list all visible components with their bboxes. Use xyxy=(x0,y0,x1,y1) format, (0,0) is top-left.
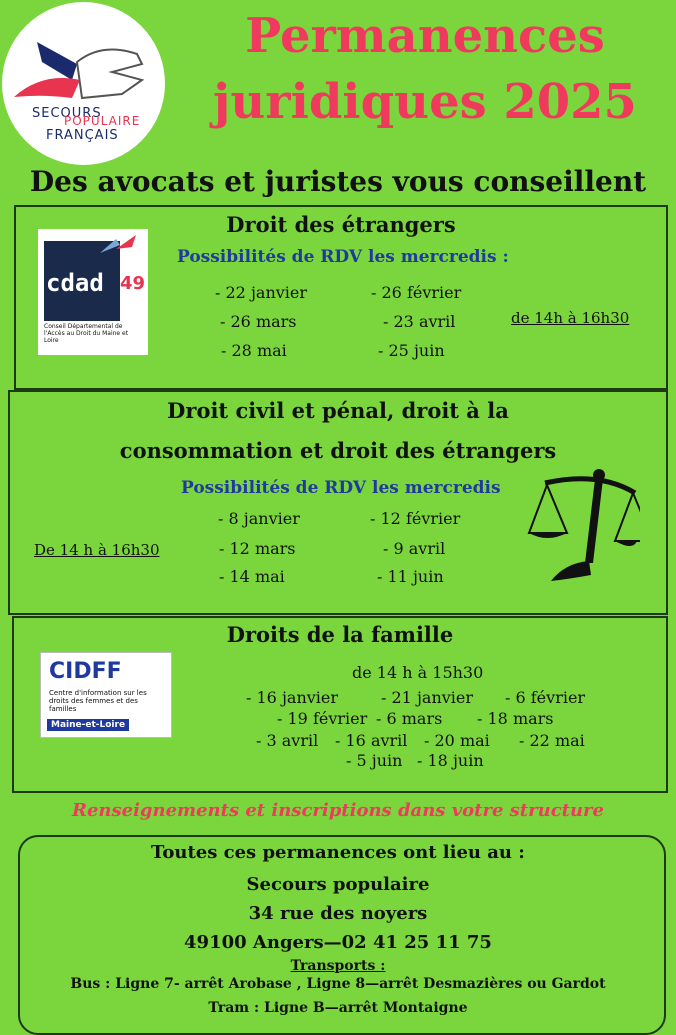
scales-of-justice-icon xyxy=(525,463,640,588)
section1-date: - 23 avril xyxy=(383,312,456,331)
cdad-text: cdad xyxy=(46,269,104,297)
tram-info: Tram : Ligne B—arrêt Montaigne xyxy=(208,1000,468,1016)
cdad49-logo xyxy=(38,229,148,355)
hands-icon xyxy=(98,233,138,257)
section3-date: - 22 mai xyxy=(519,731,585,750)
transports-label: Transports : xyxy=(290,958,386,974)
section1-date: - 28 mai xyxy=(221,341,287,360)
section1-hours: de 14h à 16h30 xyxy=(511,309,630,327)
section3-date: - 16 janvier xyxy=(246,688,339,707)
registration-note: Renseignements et inscriptions dans votre structure xyxy=(72,800,604,821)
section3-date: - 6 février xyxy=(505,688,586,707)
cidff-region: Maine-et-Loire xyxy=(47,719,129,731)
logo-line2: POPULAIRE xyxy=(64,114,141,128)
section2-date: - 9 avril xyxy=(383,539,446,558)
section1-date: - 25 juin xyxy=(378,341,445,360)
location-street: 34 rue des noyers xyxy=(248,903,428,924)
section3-date: - 6 mars xyxy=(376,709,443,728)
section3-date: - 3 avril xyxy=(256,731,319,750)
cidff-description: Centre d'information sur les droits des femmes et des familles xyxy=(49,689,147,713)
page-title-line2: juridiques 2025 xyxy=(213,74,637,130)
section2-title-line1: Droit civil et pénal, droit à la xyxy=(167,398,509,423)
section1-rdv: Possibilités de RDV les mercredis : xyxy=(177,247,509,267)
section2-hours: De 14 h à 16h30 xyxy=(34,541,160,559)
logo-line3: FRANÇAIS xyxy=(46,128,119,143)
section1-title: Droit des étrangers xyxy=(226,212,456,237)
section1-date: - 26 février xyxy=(371,283,462,302)
section2-date: - 8 janvier xyxy=(218,509,300,528)
section2-date: - 11 juin xyxy=(377,567,444,586)
section3-hours: de 14 h à 15h30 xyxy=(352,663,484,682)
section2-title-line2: consommation et droit des étrangers xyxy=(119,438,557,463)
location-intro: Toutes ces permanences ont lieu au : xyxy=(151,842,525,863)
section2-rdv: Possibilités de RDV les mercredis xyxy=(181,478,501,498)
section3-date: - 16 avril xyxy=(335,731,408,750)
section2-date: - 12 mars xyxy=(219,539,296,558)
cidff-name: CIDFF xyxy=(49,659,122,684)
location-city-phone: 49100 Angers—02 41 25 11 75 xyxy=(184,932,492,953)
cdad-description: Conseil Départemental de l'Accès au Droit du Maine et Loire xyxy=(44,323,129,344)
secours-populaire-logo xyxy=(2,2,165,165)
page-title-line1: Permanences xyxy=(245,8,605,64)
location-place: Secours populaire xyxy=(246,874,430,895)
bus-info: Bus : Ligne 7- arrêt Arobase , Ligne 8—arrêt Desmazières ou Gardot xyxy=(70,976,606,992)
section3-title: Droits de la famille xyxy=(226,622,454,647)
page-subtitle: Des avocats et juristes vous conseillent xyxy=(29,165,647,198)
section3-date: - 18 mars xyxy=(477,709,554,728)
section1-date: - 26 mars xyxy=(220,312,297,331)
section3-date: - 5 juin xyxy=(346,751,403,770)
cidff-logo xyxy=(40,652,172,738)
section3-date: - 21 janvier xyxy=(381,688,474,707)
section3-date: - 19 février xyxy=(277,709,368,728)
section1-date: - 22 janvier xyxy=(215,283,308,302)
section3-date: - 18 juin xyxy=(417,751,484,770)
cdad-number: 49 xyxy=(120,273,146,294)
section2-date: - 12 février xyxy=(370,509,461,528)
section3-date: - 20 mai xyxy=(424,731,490,750)
section2-date: - 14 mai xyxy=(219,567,285,586)
logo-line1: SECOURS xyxy=(32,106,102,121)
